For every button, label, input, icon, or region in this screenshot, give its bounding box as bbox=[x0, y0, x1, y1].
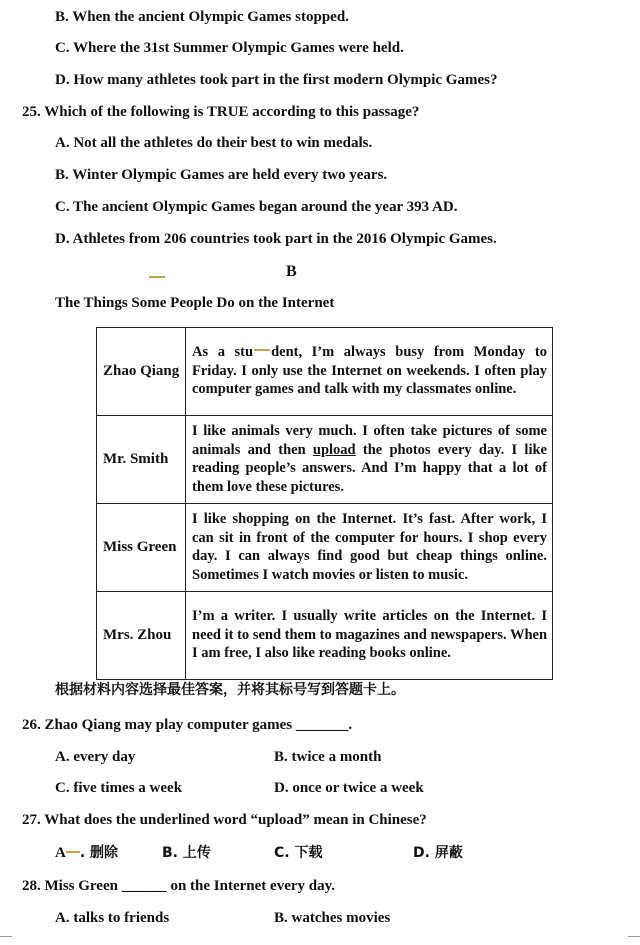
person-description: I’m a writer. I usually write articles on the Internet. I need it to send them to magazines and newspapers. When I am free, I also like reading books online. bbox=[186, 592, 553, 680]
q25-option-c: C. The ancient Olympic Games began around the year 393 AD. bbox=[55, 199, 458, 215]
person-description bbox=[186, 328, 553, 416]
table-row bbox=[97, 416, 553, 504]
q27-stem: 27. What does the underlined word “upload” mean in Chinese? bbox=[22, 812, 427, 828]
q27-option-d: D. 屏蔽 bbox=[413, 845, 463, 861]
table-row bbox=[97, 504, 553, 592]
table-row bbox=[97, 592, 553, 680]
q27-option-a bbox=[55, 844, 118, 862]
person-description: I like shopping on the Internet. It’s fast. After work, I can sit in front of the computer for hours. I shop every day. I can always find good but cheap things online. Sometimes I watch movies or listen to music. bbox=[186, 504, 553, 592]
page-corner-mark bbox=[628, 936, 640, 937]
description-text: As a stu bbox=[192, 344, 254, 361]
description-text: I like animals very much. I often take pictures of some animals and then bbox=[192, 423, 547, 458]
q28-option-a: A. talks to friends bbox=[55, 910, 170, 926]
option-label: A bbox=[55, 845, 66, 861]
q25-option-b: B. Winter Olympic Games are held every two years. bbox=[55, 167, 388, 183]
page-corner-mark bbox=[0, 936, 12, 937]
q26-option-d: D. once or twice a week bbox=[274, 780, 424, 796]
q25-option-a: A. Not all the athletes do their best to win medals. bbox=[55, 135, 373, 151]
description-text: dent, I’m always busy from Monday to Friday. I only use the Internet on weekends. I often play computer games and talk with my classmates online. bbox=[192, 344, 547, 398]
person-name: Mrs. Zhou bbox=[97, 592, 186, 680]
q27-option-c: C. 下载 bbox=[274, 845, 323, 861]
description-text: the photos every day. I like reading people’s answers. And I’m happy that a lot of them love these pictures. bbox=[192, 441, 547, 495]
q28-option-b: B. watches movies bbox=[274, 910, 391, 926]
option-text: . 删除 bbox=[79, 845, 119, 861]
q26-option-a: A. every day bbox=[55, 749, 136, 765]
passage-title: The Things Some People Do on the Internet bbox=[55, 295, 335, 311]
q28-stem: 28. Miss Green ______ on the Internet every day. bbox=[22, 878, 336, 894]
q24-option-d: D. How many athletes took part in the first modern Olympic Games? bbox=[55, 72, 498, 88]
person-description bbox=[186, 416, 553, 504]
highlight-mark bbox=[66, 851, 80, 853]
q25-stem: 25. Which of the following is TRUE according to this passage? bbox=[22, 104, 420, 120]
table-row bbox=[97, 328, 553, 416]
highlight-mark bbox=[254, 349, 270, 351]
q24-option-c: C. Where the 31st Summer Olympic Games were held. bbox=[55, 40, 404, 56]
q25-option-d: D. Athletes from 206 countries took part in the 2016 Olympic Games. bbox=[55, 231, 497, 247]
q27-option-b: B. 上传 bbox=[162, 845, 211, 861]
section-letter: B bbox=[286, 263, 297, 280]
internet-habits-table bbox=[96, 327, 553, 680]
person-name: Mr. Smith bbox=[97, 416, 186, 504]
q26-option-b: B. twice a month bbox=[274, 749, 382, 765]
underlined-word: upload bbox=[312, 441, 356, 458]
q26-option-c: C. five times a week bbox=[55, 780, 183, 796]
q24-option-b: B. When the ancient Olympic Games stopped. bbox=[55, 9, 349, 25]
person-name: Miss Green bbox=[97, 504, 186, 592]
q26-stem: 26. Zhao Qiang may play computer games _______. bbox=[22, 717, 353, 733]
instruction: 根据材料内容选择最佳答案，并将其标号写到答题卡上。 bbox=[55, 682, 405, 698]
highlight-mark bbox=[149, 276, 165, 278]
person-name: Zhao Qiang bbox=[97, 328, 186, 416]
